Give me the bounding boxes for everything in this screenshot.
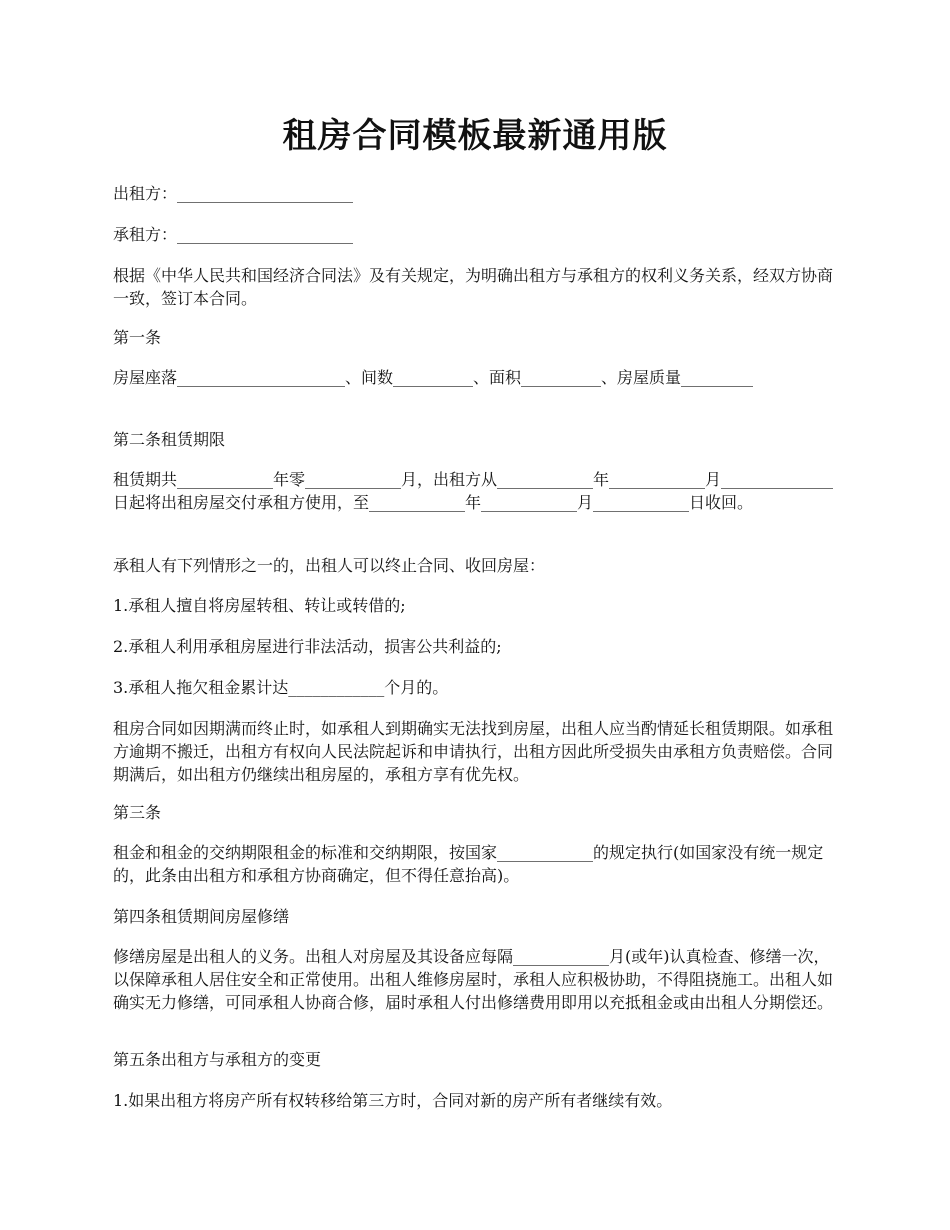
termination-intro: 承租人有下列情形之一的，出租人可以终止合同、收回房屋： bbox=[113, 556, 546, 575]
article-4-heading: 第四条租赁期间房屋修缮 bbox=[113, 907, 290, 926]
lessee-line: 承租方：______________________ bbox=[113, 225, 354, 244]
change-item-1: 1.如果出租方将房产所有权转移给第三方时，合同对新的房产所有者继续有效。 bbox=[113, 1091, 673, 1110]
repair-paragraph: 修缮房屋是出租人的义务。出租人对房屋及其设备应每隔____________月(或年)认真检查、修缮一次，以保障承租人居住安全和正常使用。出租人维修房屋时，承租人应积极协助，不得阻挠施工。出租人如确实无力修缮，可同承租人协商合修，届时承租人付出修缮费用即用以充抵租金或由出租人分期偿还。 bbox=[113, 947, 834, 1012]
rent-paragraph: 租金和租金的交纳期限租金的标准和交纳期限，按国家____________的规定执行(如国家没有统一规定的，此条由出租方和承租方协商确定，但不得任意抬高)。 bbox=[113, 843, 824, 885]
article-2-heading: 第二条租赁期限 bbox=[113, 430, 226, 449]
lease-term-paragraph: 租赁期共____________年零____________月，出租方从____________年____________月______________日起将出租房屋交付承租方使用，至____________年____________月____________日收回。 bbox=[113, 470, 834, 512]
termination-item-3: 3.承租人拖欠租金累计达____________个月的。 bbox=[113, 678, 449, 697]
preamble-paragraph: 根据《中华人民共和国经济合同法》及有关规定，为明确出租方与承租方的权利义务关系，经双方协商一致，签订本合同。 bbox=[113, 266, 834, 308]
article-1-heading: 第一条 bbox=[113, 328, 162, 347]
lessor-line: 出租方：______________________ bbox=[113, 184, 354, 203]
article-3-heading: 第三条 bbox=[113, 803, 162, 822]
article-5-heading: 第五条出租方与承租方的变更 bbox=[113, 1050, 322, 1069]
termination-item-1: 1.承租人擅自将房屋转租、转让或转借的; bbox=[113, 596, 406, 615]
termination-item-2: 2.承租人利用承租房屋进行非法活动，损害公共利益的; bbox=[113, 637, 502, 656]
document-title: 租房合同模板最新通用版 bbox=[282, 116, 668, 156]
expiry-paragraph: 租房合同如因期满而终止时，如承租人到期确实无法找到房屋，出租人应当酌情延长租赁期限。如承租方逾期不搬迁，出租方有权向人民法院起诉和申请执行，出租方因此所受损失由承租方负责赔偿。合同期满后，如出租方仍继续出租房屋的，承租方享有优先权。 bbox=[113, 719, 834, 784]
article-1-paragraph: 房屋座落_____________________、间数__________、面积__________、房屋质量_________ bbox=[113, 368, 754, 387]
